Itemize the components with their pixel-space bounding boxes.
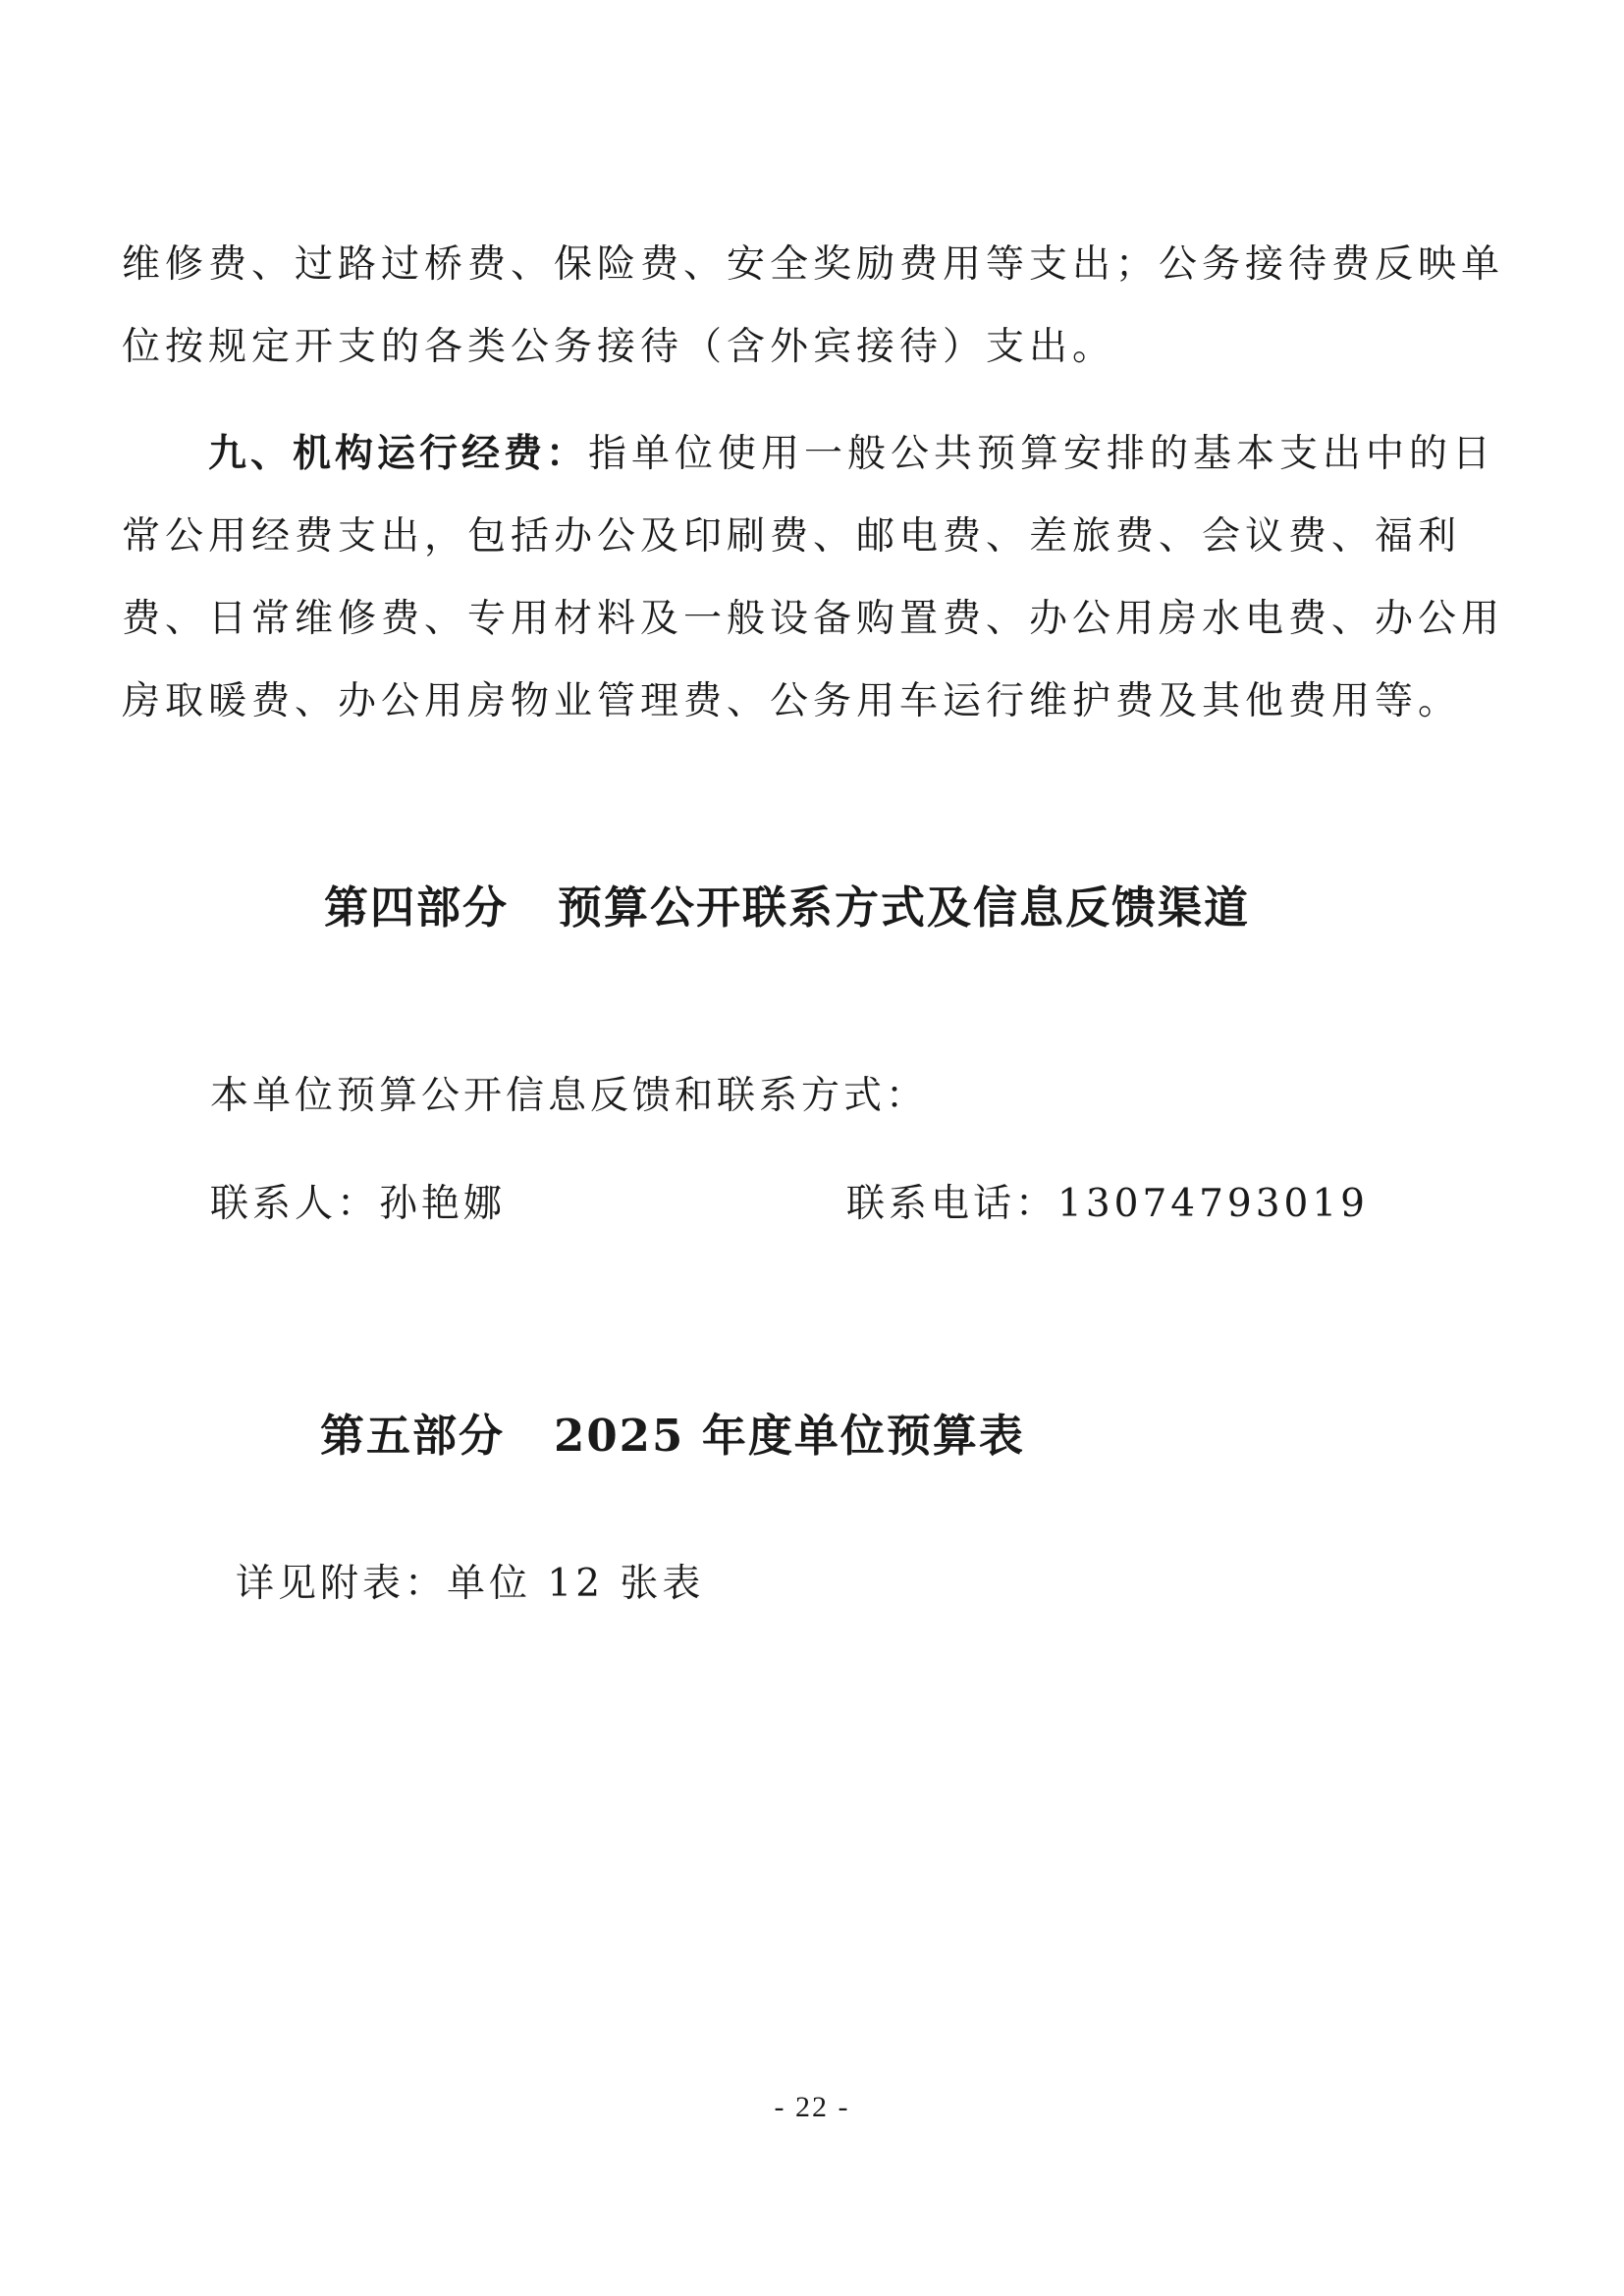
section-5-title: 2025 年度单位预算表 <box>554 1410 1025 1462</box>
paragraph-expense-continuation: 维修费、过路过桥费、保险费、安全奖励费用等支出；公务接待费反映单位按规定开支的各类公务接待（含外宾接待）支出。 <box>122 242 1505 369</box>
section-4-title: 预算公开联系方式及信息反馈渠道 <box>558 881 1251 934</box>
contact-person: 联系人：孙艳娜 <box>210 1182 507 1226</box>
section-5-part: 第五部分 <box>320 1410 506 1462</box>
section-4-heading <box>324 872 1250 935</box>
contact-phone: 联系电话：13074793019 <box>846 1182 1369 1226</box>
paragraph-operating-expenses-heading: 九、机构运行经费： <box>208 431 589 476</box>
page-number: - 22 - <box>774 2091 850 2123</box>
section-4-part: 第四部分 <box>324 881 510 934</box>
appendix-note: 详见附表：单位 12 张表 <box>236 1562 705 1606</box>
paragraph-operating-expenses-text: 指单位使用一般公共预算安排的基本支出中的日常公用经费支出，包括办公及印刷费、邮电费、差旅费、会议费、福利费、日常维修费、专用材料及一般设备购置费、办公用房水电费、办公用房取暖费、办公用房物业管理费、公务用车运行维护费及其他费用等。 <box>122 432 1505 723</box>
section-5-heading <box>320 1400 1025 1464</box>
paragraph-operating-expenses <box>122 412 1516 743</box>
contact-intro-text: 本单位预算公开信息反馈和联系方式： <box>210 1074 929 1118</box>
